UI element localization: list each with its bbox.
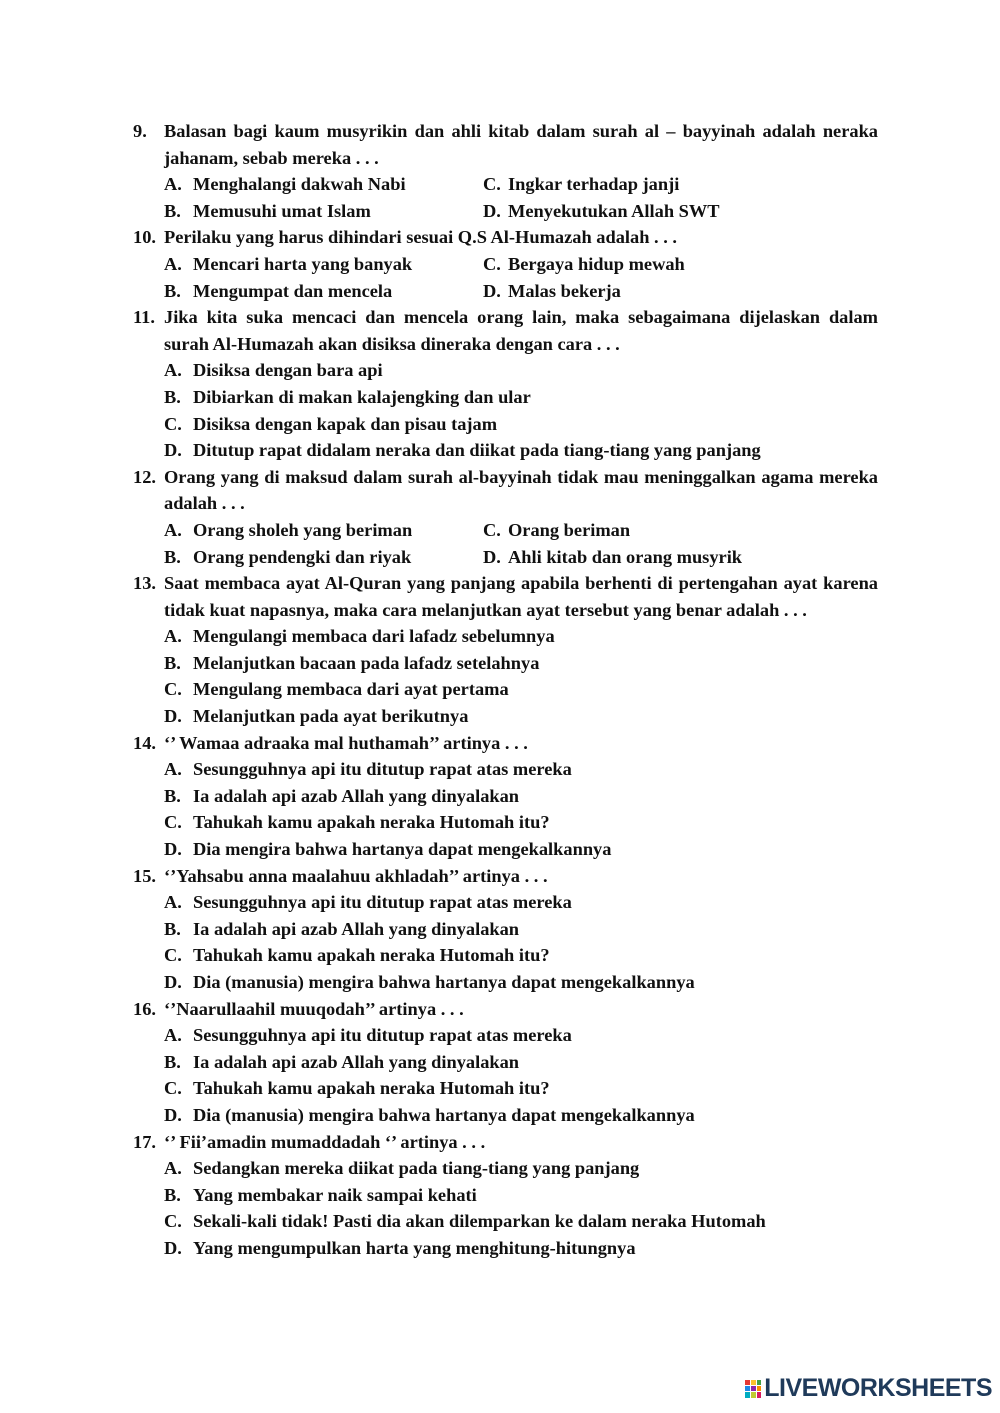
question-17 [0,1129,1000,1262]
option-text: Mengulang membaca dari ayat pertama [193,679,509,700]
option-text: Sesungguhnya api itu ditutup rapat atas mereka [193,1025,572,1046]
option-letter: B. [164,652,181,673]
question-text: Perilaku yang harus dihindari sesuai Q.S Al-Humazah adalah . . . [164,227,678,248]
option-text: Melanjutkan bacaan pada lafadz setelahnya [193,652,540,673]
question-14 [0,730,1000,863]
answer-option[interactable] [164,198,483,225]
question-number: 11. [133,307,155,328]
answer-option[interactable] [164,809,878,836]
option-text: Orang beriman [508,519,631,540]
answer-option[interactable] [164,783,878,810]
answer-option[interactable] [164,1049,878,1076]
answer-option[interactable] [164,437,878,464]
option-letter: A. [164,892,182,913]
question-text: Balasan bagi kaum musyrikin dan ahli kitab dalam surah al – bayyinah adalah neraka jahanam, sebab mereka . . . [164,121,878,168]
answer-row [164,517,878,544]
answer-row [164,278,878,305]
answer-option[interactable] [164,650,878,677]
question-text: Saat membaca ayat Al-Quran yang panjang apabila berhenti di pertengahan ayat karena tidak kuat napasnya, maka cara melanjutkan ayat tersebut yang benar adalah . . . [164,573,878,620]
option-letter: B. [164,918,181,939]
logo-mark-square [751,1380,756,1385]
option-letter: D. [483,546,501,567]
option-letter: D. [164,1237,182,1258]
answer-option[interactable] [164,1075,878,1102]
option-text: Menyekutukan Allah SWT [508,200,720,221]
answer-option[interactable] [164,357,878,384]
logo-mark-square [751,1386,756,1391]
option-text: Sesungguhnya api itu ditutup rapat atas mereka [193,759,572,780]
answer-options [164,889,878,995]
liveworksheets-logo-icon [745,1380,761,1398]
question-16 [0,996,1000,1129]
option-letter: A. [164,253,182,274]
question-text: Orang yang di maksud dalam surah al-bayyinah tidak mau meninggalkan agama mereka adalah . . . [164,466,878,514]
question-number: 16. [133,998,156,1019]
answer-option[interactable] [483,198,720,225]
option-letter: D. [164,972,182,992]
question-15 [0,863,1000,996]
answer-option[interactable] [164,544,483,571]
option-text: Mengumpat dan mencela [193,280,393,301]
question-9 [0,118,1000,224]
answer-row [164,171,878,198]
option-text: Tahukah kamu apakah neraka Hutomah itu? [193,945,550,966]
option-text: Menghalangi dakwah Nabi [193,174,406,195]
question-11 [0,304,1000,464]
option-letter: D. [164,1104,182,1125]
answer-option[interactable] [164,251,483,278]
answer-option[interactable] [483,171,679,198]
answer-option[interactable] [164,623,878,650]
logo-mark-square [745,1386,750,1391]
option-letter: D. [483,280,501,301]
option-letter: D. [164,706,182,727]
logo-mark-square [745,1392,750,1397]
answer-option[interactable] [164,1022,878,1049]
question-number: 12. [133,466,156,487]
answer-option[interactable] [164,1155,878,1182]
option-letter: B. [164,785,181,806]
answer-option[interactable] [164,942,878,969]
option-text: Dibiarkan di makan kalajengking dan ular [193,386,531,407]
question-number: 17. [133,1131,156,1152]
option-letter: B. [164,1051,181,1072]
option-letter: A. [164,759,182,780]
option-letter: C. [483,174,501,195]
question-stem [133,730,878,757]
option-text: Mengulangi membaca dari lafadz sebelumnya [193,626,555,647]
question-stem [133,863,878,890]
logo-mark-square [757,1380,762,1385]
answer-option[interactable] [164,171,483,198]
option-text: Disiksa dengan bara api [193,360,383,381]
question-text: ‘’Naarullaahil muuqodah’’ artinya . . . [164,998,464,1019]
option-letter: D. [164,839,182,860]
question-number: 10. [133,227,156,248]
answer-option[interactable] [164,836,878,863]
answer-option[interactable] [164,916,878,943]
answer-row [164,198,878,225]
answer-options [164,251,878,304]
option-text: Tahukah kamu apakah neraka Hutomah itu? [193,812,550,833]
option-text: Bergaya hidup mewah [508,253,685,274]
question-13 [0,570,1000,730]
option-letter: A. [164,1025,182,1046]
question-stem [133,118,878,171]
option-text: Yang mengumpulkan harta yang menghitung-hitungnya [193,1237,636,1258]
answer-options [164,1022,878,1128]
option-letter: B. [164,1184,181,1205]
logo-mark-square [757,1392,762,1397]
question-number: 9. [133,121,147,141]
option-letter: C. [164,679,182,700]
option-letter: C. [164,812,182,833]
liveworksheets-logo-text: LIVEWORKSHEETS [764,1374,992,1402]
option-letter: A. [164,626,182,647]
question-number: 13. [133,573,156,594]
answer-options [164,517,878,570]
answer-row [164,251,878,278]
option-text: Melanjutkan pada ayat berikutnya [193,706,469,727]
answer-row [164,544,878,571]
logo-mark-square [757,1386,762,1391]
question-stem [133,996,878,1023]
answer-option[interactable] [164,278,483,305]
option-text: Tahukah kamu apakah neraka Hutomah itu? [193,1078,550,1099]
logo-mark-square [745,1380,750,1385]
option-letter: D. [483,200,501,221]
answer-options [164,623,878,729]
option-text: Ingkar terhadap janji [508,174,680,195]
question-stem [133,1129,878,1156]
question-number: 14. [133,732,156,753]
question-text: ‘’ Fii’amadin mumaddadah ‘’ artinya . . . [164,1131,486,1152]
answer-option[interactable] [164,1182,878,1209]
answer-option[interactable] [483,544,742,571]
logo-mark-square [751,1392,756,1397]
answer-option[interactable] [483,278,621,305]
option-letter: C. [164,1211,182,1232]
option-text: Mencari harta yang banyak [193,253,413,274]
option-text: Memusuhi umat Islam [193,200,371,221]
option-text: Orang sholeh yang beriman [193,519,413,540]
question-text: ‘’Yahsabu anna maalahuu akhladah’’ artinya . . . [164,865,548,886]
option-text: Sesungguhnya api itu ditutup rapat atas mereka [193,892,572,913]
answer-option[interactable] [164,1235,878,1262]
answer-options [164,756,878,862]
question-text: Jika kita suka mencaci dan mencela orang lain, maka sebagaimana dijelaskan dalam surah Al-Humazah akan disiksa dineraka dengan cara . . . [164,307,878,354]
option-text: Disiksa dengan kapak dan pisau tajam [193,413,498,434]
option-letter: A. [164,1158,182,1179]
option-letter: B. [164,280,181,301]
option-text: Dia mengira bahwa hartanya dapat mengekalkannya [193,839,612,860]
question-stem [133,570,878,623]
answer-option[interactable] [164,676,878,703]
answer-option[interactable] [164,384,878,411]
liveworksheets-logo [745,1374,992,1403]
answer-option[interactable] [164,1102,878,1129]
answer-option[interactable] [164,703,878,730]
option-letter: C. [164,1078,182,1099]
answer-option[interactable] [164,1208,878,1235]
answer-options [164,171,878,224]
question-stem [133,224,878,251]
question-10 [0,224,1000,304]
answer-option[interactable] [164,889,878,916]
option-text: Orang pendengki dan riyak [193,546,412,567]
option-letter: C. [164,413,182,434]
option-letter: D. [164,440,182,461]
question-stem [133,464,878,517]
option-letter: B. [164,200,181,221]
answer-option[interactable] [483,517,630,544]
option-text: Ia adalah api azab Allah yang dinyalakan [193,1051,520,1072]
answer-options [164,357,878,463]
option-text: Malas bekerja [508,280,621,301]
option-text: Ahli kitab dan orang musyrik [508,546,743,567]
option-letter: A. [164,174,182,195]
option-text: Sekali-kali tidak! Pasti dia akan dilemparkan ke dalam neraka Hutomah [193,1211,766,1232]
option-text: Ditutup rapat didalam neraka dan diikat pada tiang-tiang yang panjang [193,440,761,461]
option-text: Yang membakar naik sampai kehati [193,1184,477,1205]
answer-option[interactable] [164,756,878,783]
option-text: Dia (manusia) mengira bahwa hartanya dapat mengekalkannya [193,1104,695,1125]
question-stem [133,304,878,357]
option-letter: B. [164,386,181,407]
worksheet-questions [0,118,1000,1262]
option-text: Ia adalah api azab Allah yang dinyalakan [193,785,520,806]
option-letter: C. [164,945,182,966]
answer-option[interactable] [483,251,685,278]
option-letter: C. [483,253,501,274]
question-number: 15. [133,865,156,886]
answer-option[interactable] [164,411,878,438]
answer-option[interactable] [164,969,878,996]
option-letter: A. [164,519,182,540]
option-text: Ia adalah api azab Allah yang dinyalakan [193,918,520,939]
option-letter: C. [483,519,501,540]
answer-options [164,1155,878,1261]
question-12 [0,464,1000,570]
option-text: Dia (manusia) mengira bahwa hartanya dapat mengekalkannya [193,972,695,992]
answer-option[interactable] [164,517,483,544]
option-letter: B. [164,546,181,567]
option-letter: A. [164,360,182,381]
option-text: Sedangkan mereka diikat pada tiang-tiang yang panjang [193,1158,640,1179]
question-text: ‘’ Wamaa adraaka mal huthamah’’ artinya . . . [164,732,528,753]
